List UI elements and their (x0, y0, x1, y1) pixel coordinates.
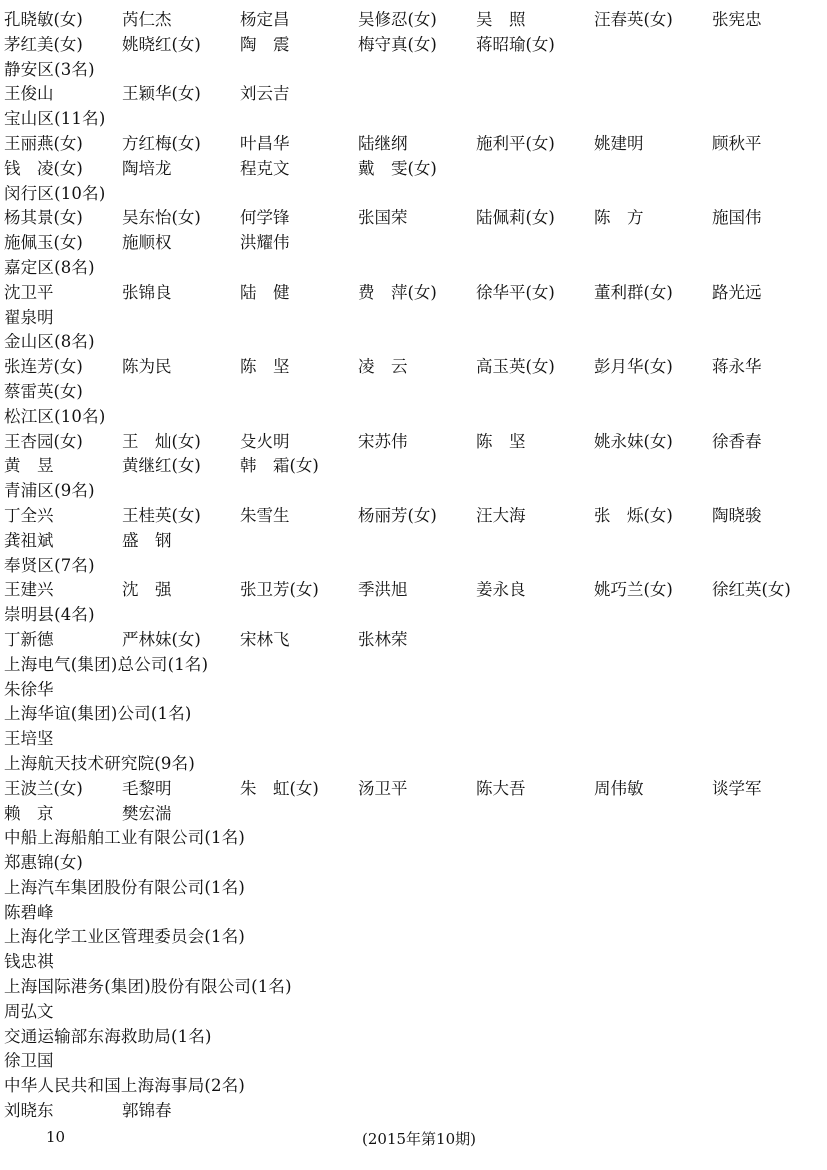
person-name: 季洪旭 (358, 580, 408, 600)
person-name: 王俊山 (4, 84, 54, 104)
person-name: 宋苏伟 (358, 431, 408, 451)
section-heading: 松江区(10名) (4, 406, 106, 426)
name-row (4, 231, 819, 256)
person-name: 韩 霜(女) (240, 456, 319, 476)
person-name: 程克文 (240, 158, 290, 178)
person-name: 蔡雷英(女) (4, 381, 83, 401)
name-row (4, 454, 819, 479)
person-name: 杨丽芳(女) (358, 505, 437, 525)
person-name: 龚祖斌 (4, 530, 54, 550)
person-name: 陶培龙 (122, 158, 172, 178)
person-name: 朱徐华 (4, 679, 54, 699)
person-name: 张锦良 (122, 282, 172, 302)
name-row (4, 727, 819, 752)
person-name: 朱雪生 (240, 505, 290, 525)
person-name: 徐卫国 (4, 1051, 54, 1071)
page-number: 10 (46, 1128, 66, 1146)
name-row (4, 132, 819, 157)
person-name: 顾秋平 (712, 133, 762, 153)
person-name: 汪春英(女) (594, 10, 673, 29)
section-heading: 崇明县(4名) (4, 605, 95, 625)
person-name: 张宪忠 (712, 10, 762, 29)
person-name: 蒋永华 (712, 357, 762, 377)
name-row (4, 1000, 819, 1025)
person-name: 汪大海 (476, 505, 526, 525)
person-name: 陶晓骏 (712, 505, 762, 525)
section-heading: 宝山区(11名) (4, 109, 106, 129)
person-name: 周弘文 (4, 1001, 54, 1021)
name-row (4, 1099, 819, 1124)
section-heading: 上海汽车集团股份有限公司(1名) (4, 877, 246, 897)
person-name: 钱 凌(女) (4, 158, 83, 178)
person-name: 谈学军 (712, 778, 762, 798)
person-name: 洪耀伟 (240, 233, 290, 253)
person-name: 徐红英(女) (712, 580, 791, 600)
person-name: 丁全兴 (4, 505, 54, 525)
name-row (4, 777, 819, 802)
name-row (4, 901, 819, 926)
person-name: 陈为民 (122, 357, 172, 377)
name-row (4, 355, 819, 380)
name-row (4, 430, 819, 455)
person-name: 芮仁杰 (122, 10, 172, 29)
person-name: 杨定昌 (240, 10, 290, 29)
person-name: 陈 坚 (240, 357, 290, 377)
person-name: 钱忠祺 (4, 952, 54, 972)
person-name: 何学锋 (240, 208, 290, 228)
person-name: 孔晓敏(女) (4, 10, 83, 29)
name-row (4, 157, 819, 182)
person-name: 高玉英(女) (476, 357, 555, 377)
person-name: 严林妹(女) (122, 629, 201, 649)
name-row (4, 33, 819, 58)
name-row (4, 529, 819, 554)
person-name: 黄 昱 (4, 456, 54, 476)
person-name: 王杏园(女) (4, 431, 83, 451)
name-row (4, 628, 819, 653)
person-name: 叶昌华 (240, 133, 290, 153)
section-heading: 上海化学工业区管理委员会(1名) (4, 927, 246, 947)
person-name: 梅守真(女) (358, 34, 437, 54)
person-name: 王丽燕(女) (4, 133, 83, 153)
person-name: 陆佩莉(女) (476, 208, 555, 228)
person-name: 沈 强 (122, 580, 172, 600)
person-name: 王 灿(女) (122, 431, 201, 451)
section-heading: 上海航天技术研究院(9名) (4, 753, 195, 773)
section-heading: 嘉定区(8名) (4, 257, 95, 277)
person-name: 戴 雯(女) (358, 158, 437, 178)
person-name: 姜永良 (476, 580, 526, 600)
person-name: 张林荣 (358, 629, 408, 649)
person-name: 陆继纲 (358, 133, 408, 153)
person-name: 刘晓东 (4, 1101, 54, 1121)
section-heading: 青浦区(9名) (4, 481, 95, 501)
section-heading: 上海华谊(集团)公司(1名) (4, 704, 192, 724)
person-name: 王建兴 (4, 580, 54, 600)
person-name: 姚建明 (594, 133, 644, 153)
person-name: 王培坚 (4, 729, 54, 749)
person-name: 吴修忍(女) (358, 10, 437, 29)
name-row (4, 281, 819, 306)
person-name: 方红梅(女) (122, 133, 201, 153)
person-name: 黄继红(女) (122, 456, 201, 476)
name-row (4, 8, 819, 33)
section-heading: 静安区(3名) (4, 59, 95, 79)
name-row (4, 82, 819, 107)
document-body (4, 8, 819, 1124)
person-name: 陶 震 (240, 34, 290, 54)
person-name: 郑惠锦(女) (4, 853, 83, 873)
section-heading: 上海国际港务(集团)股份有限公司(1名) (4, 977, 292, 997)
person-name: 樊宏湍 (122, 803, 172, 823)
section-heading: 闵行区(10名) (4, 183, 106, 203)
person-name: 赖 京 (4, 803, 54, 823)
person-name: 陈 坚 (476, 431, 526, 451)
person-name: 张卫芳(女) (240, 580, 319, 600)
person-name: 沈卫平 (4, 282, 54, 302)
person-name: 徐香春 (712, 431, 762, 451)
person-name: 张连芳(女) (4, 357, 83, 377)
person-name: 姚晓红(女) (122, 34, 201, 54)
person-name: 张 烁(女) (594, 505, 673, 525)
page-footer (0, 1128, 827, 1152)
person-name: 丁新德 (4, 629, 54, 649)
person-name: 施佩玉(女) (4, 233, 83, 253)
name-row (4, 802, 819, 827)
person-name: 陈碧峰 (4, 902, 54, 922)
person-name: 彭月华(女) (594, 357, 673, 377)
person-name: 凌 云 (358, 357, 408, 377)
person-name: 殳火明 (240, 431, 290, 451)
person-name: 费 萍(女) (358, 282, 437, 302)
person-name: 汤卫平 (358, 778, 408, 798)
section-heading: 奉贤区(7名) (4, 555, 95, 575)
person-name: 周伟敏 (594, 778, 644, 798)
person-name: 朱 虹(女) (240, 778, 319, 798)
issue-label: (2015年第10期) (362, 1130, 476, 1148)
person-name: 吴东怡(女) (122, 208, 201, 228)
person-name: 施国伟 (712, 208, 762, 228)
person-name: 翟泉明 (4, 307, 54, 327)
person-name: 王波兰(女) (4, 778, 83, 798)
name-row (4, 578, 819, 603)
person-name: 毛黎明 (122, 778, 172, 798)
name-row (4, 851, 819, 876)
person-name: 董利群(女) (594, 282, 673, 302)
name-row (4, 306, 819, 331)
section-heading: 中船上海船舶工业有限公司(1名) (4, 828, 246, 848)
person-name: 姚巧兰(女) (594, 580, 673, 600)
person-name: 杨其景(女) (4, 208, 83, 228)
name-row (4, 206, 819, 231)
person-name: 施利平(女) (476, 133, 555, 153)
section-heading: 上海电气(集团)总公司(1名) (4, 654, 209, 674)
person-name: 茅红美(女) (4, 34, 83, 54)
section-heading: 中华人民共和国上海海事局(2名) (4, 1076, 246, 1096)
section-heading: 金山区(8名) (4, 332, 95, 352)
person-name: 蒋昭瑜(女) (476, 34, 555, 54)
person-name: 盛 钢 (122, 530, 172, 550)
person-name: 徐华平(女) (476, 282, 555, 302)
person-name: 宋林飞 (240, 629, 290, 649)
name-row (4, 678, 819, 703)
section-heading: 交通运输部东海救助局(1名) (4, 1026, 212, 1046)
person-name: 路光远 (712, 282, 762, 302)
person-name: 姚永妹(女) (594, 431, 673, 451)
name-row (4, 504, 819, 529)
person-name: 郭锦春 (122, 1101, 172, 1121)
person-name: 张国荣 (358, 208, 408, 228)
person-name: 王桂英(女) (122, 505, 201, 525)
name-row (4, 950, 819, 975)
name-row (4, 380, 819, 405)
person-name: 刘云吉 (240, 84, 290, 104)
person-name: 陈 方 (594, 208, 644, 228)
name-row (4, 1049, 819, 1074)
person-name: 陆 健 (240, 282, 290, 302)
person-name: 王颖华(女) (122, 84, 201, 104)
person-name: 吴 照 (476, 10, 526, 29)
person-name: 陈大吾 (476, 778, 526, 798)
person-name: 施顺权 (122, 233, 172, 253)
